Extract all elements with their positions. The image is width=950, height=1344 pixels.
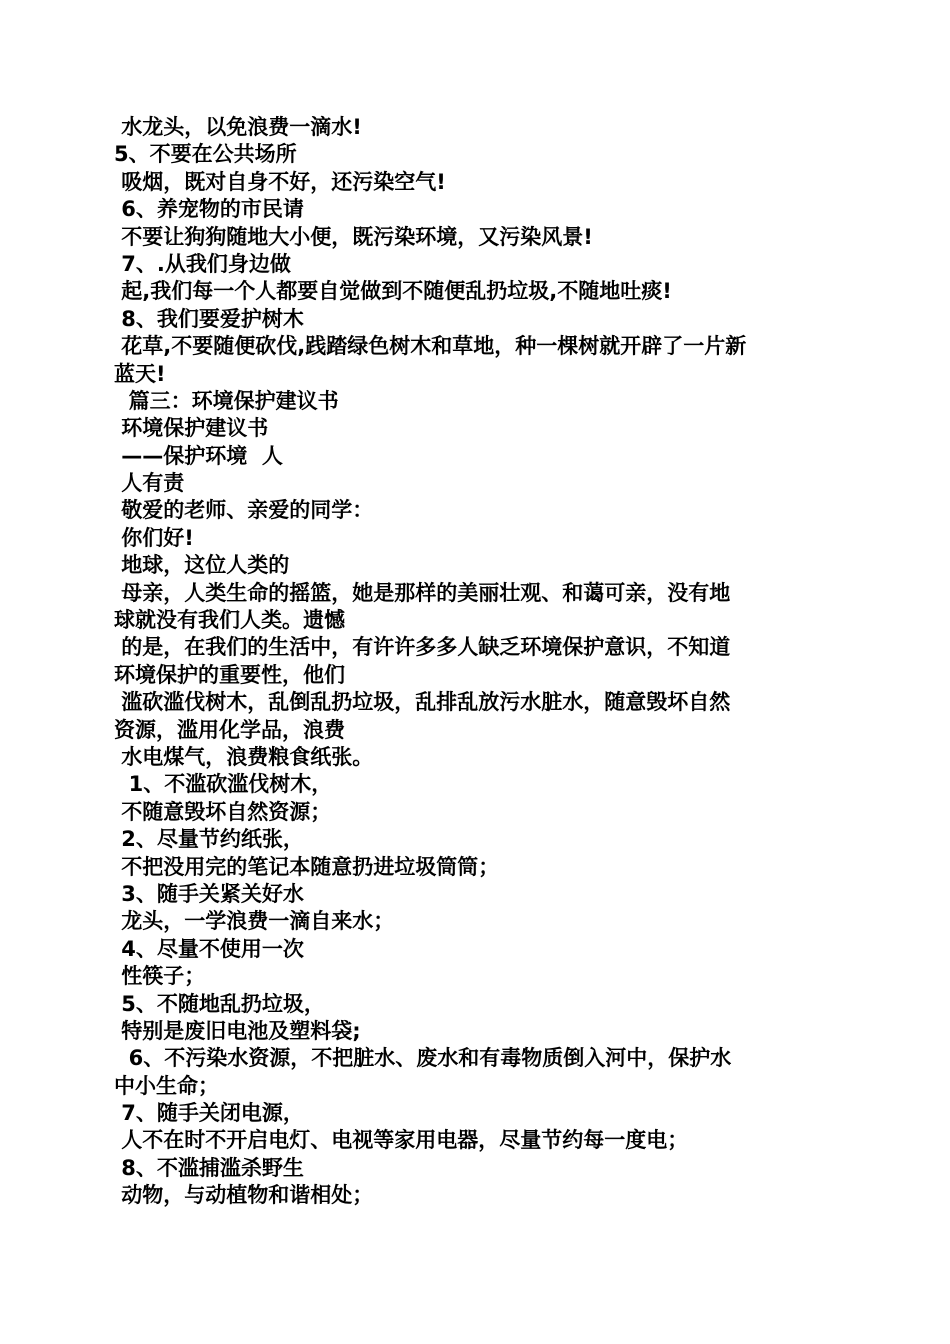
list-item: 1、不滥砍滥伐树木， xyxy=(114,772,333,797)
text-line: 不随意毁坏自然资源； xyxy=(114,799,332,824)
document-subtitle: ——保护环境 人 xyxy=(114,443,283,468)
list-item: 4、尽量不使用一次 xyxy=(114,936,304,961)
text-line: 滥砍滥伐树木，乱倒乱扔垃圾，乱排乱放污水脏水，随意毁坏自然 xyxy=(114,690,731,715)
text-line: 球就没有我们人类。遗憾 xyxy=(114,608,345,633)
document-body xyxy=(114,114,834,1210)
text-line: 性筷子； xyxy=(114,964,206,989)
list-item: 3、随手关紧关好水 xyxy=(114,881,304,906)
text-line: 不把没用完的笔记本随意扔进垃圾筒筒； xyxy=(114,854,500,879)
list-item: 5、不随地乱扔垃圾， xyxy=(114,991,325,1016)
text-line: 蓝天! xyxy=(114,361,166,386)
list-item: 6、不污染水资源，不把脏水、废水和有毒物质倒入河中，保护水 xyxy=(114,1046,732,1071)
text-line: 水龙头，以免浪费一滴水! xyxy=(114,115,362,139)
text-line: 龙头，一学浪费一滴自来水； xyxy=(114,909,395,934)
text-line: 7、.从我们身边做 xyxy=(114,251,291,276)
text-line: 资源，滥用化学品，浪费 xyxy=(114,717,345,742)
list-item: 8、不滥捕滥杀野生 xyxy=(114,1155,304,1180)
text-line: 起,我们每一个人都要自觉做到不随便乱扔垃圾,不随地吐痰! xyxy=(114,279,672,304)
text-line: 母亲，人类生命的摇篮，她是那样的美丽壮观、和蔼可亲，没有地 xyxy=(114,580,731,605)
text-line: 8、我们要爱护树木 xyxy=(114,306,304,331)
text-line: 水电煤气，浪费粮食纸张。 xyxy=(114,744,374,769)
text-line: 花草,不要随便砍伐,践踏绿色树木和草地，种一棵树就开辟了一片新 xyxy=(114,334,747,359)
text-line: 人有责 xyxy=(114,471,185,496)
text-line: 动物，与动植物和谐相处； xyxy=(114,1183,374,1208)
text-line: 的是，在我们的生活中，有许许多多人缺乏环境保护意识，不知道 xyxy=(114,635,731,660)
document-title: 环境保护建议书 xyxy=(114,416,269,441)
text-line: 不要让狗狗随地大小便，既污染环境，又污染风景! xyxy=(114,224,593,249)
greeting: 你们好! xyxy=(114,525,194,550)
text-line: 环境保护的重要性，他们 xyxy=(114,662,345,687)
list-item: 7、随手关闭电源， xyxy=(114,1101,304,1126)
text-line: 吸烟，既对自身不好，还污染空气! xyxy=(114,169,446,194)
list-item: 2、尽量节约纸张， xyxy=(114,827,304,852)
section-heading: 篇三：环境保护建议书 xyxy=(114,388,339,413)
text-line: 6、养宠物的市民请 xyxy=(114,197,304,222)
salutation: 敬爱的老师、亲爱的同学： xyxy=(114,498,374,523)
text-line: 地球，这位人类的 xyxy=(114,553,290,578)
text-line: 5、不要在公共场所 xyxy=(114,142,297,167)
text-line: 人不在时不开启电灯、电视等家用电器，尽量节约每一度电； xyxy=(114,1128,689,1153)
text-line: 中小生命； xyxy=(114,1073,219,1098)
text-line: 特别是废旧电池及塑料袋; xyxy=(114,1018,361,1043)
